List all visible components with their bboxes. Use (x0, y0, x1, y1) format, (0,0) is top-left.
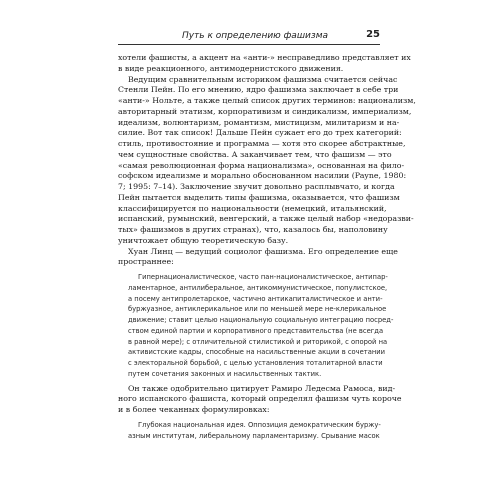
page-number: 25 (366, 29, 380, 40)
text-line: а посему антипролетарское, частично антикапиталистическое и анти- (128, 294, 383, 303)
text-line: буржуазное, антиклерикальное или по меньшей мере не-клерикальное (128, 305, 387, 314)
text-line: активистские кадры, способные на насильственные акции в сочетании (128, 348, 386, 357)
text-line: уничтожает общую теоретическую базу. (118, 235, 289, 245)
text-line: в равной мере); с отличительной стилистикой и риторикой, с опорой на (128, 337, 388, 346)
text-line: испанский, румынский, венгерский, а также целый набор «недоразви- (118, 214, 414, 224)
paragraph (118, 246, 398, 269)
text-line: чем сущностные свойства. А заканчивает тем, что фашизм — это (118, 149, 392, 159)
text-line: и в более чеканных формулировках: (118, 405, 270, 414)
text-line: пространнее: (118, 257, 174, 267)
body-text (118, 53, 416, 441)
text-line: «анти-» Нольте, а также целый список других терминов: национализм, (118, 96, 416, 105)
text-line: 7; 1995: 7–14). Заключение звучит довольно расплывчато, и когда (118, 182, 395, 191)
text-line: хотели фашисты, а акцент на «анти-» несправедливо представляет их (118, 53, 411, 62)
text-line: ством единой партии и корпоративного представительства (не всегда (128, 326, 384, 335)
text-line: софском идеализме и морально обоснованном насилии (Payne, 1980: (118, 171, 407, 181)
paragraph (118, 74, 416, 247)
text-line: в виде реакционного, антимодернистского движения. (118, 63, 344, 73)
running-title: Путь к определению фашизма (181, 31, 328, 41)
block-quote (128, 420, 380, 442)
text-line: авторитарный этатизм, корпоративизм и синдикализм, империализм, (118, 106, 412, 116)
text-line: с электоральной борьбой, с целью установления тоталитарной власти (128, 359, 383, 367)
text-line: стиль, противостояние и программа — хотя это скорее абстрактные, (118, 139, 406, 148)
header-rule (118, 44, 380, 45)
paragraph (118, 53, 411, 75)
text-line: путем сочетания законных и насильственных тактик. (128, 369, 322, 378)
text-line: Гипернационалистическое, часто пан-националистическое, антипар- (138, 273, 388, 281)
text-line: ного испанского фашиста, который определял фашизм чуть короче (118, 394, 402, 404)
text-line: ламентарное, антилиберальное, антикоммунистическое, популистское, (128, 283, 388, 292)
text-line: силие. Вот так список! Дальше Пейн сужает его до трех категорий: (118, 128, 402, 138)
text-line: Ведущим сравнительным историком фашизма считается сейчас (128, 74, 398, 84)
text-line: классифицируется по национальности (немецкий, итальянский, (118, 203, 387, 213)
paragraph (118, 383, 402, 416)
text-line: Стенли Пейн. По его мнению, ядро фашизма заключает в себе три (118, 85, 399, 95)
text-line: движение; ставит целью национальную социальную интеграцию посред- (128, 316, 394, 324)
text-line: Пейн пытается выделить типы фашизма, оказывается, что фашизм (118, 192, 400, 202)
text-line: идеализм, волюнтаризм, романтизм, мистицизм, милитаризм и на- (118, 117, 400, 127)
text-line: Хуан Линц — ведущий социолог фашизма. Его определение еще (128, 246, 398, 256)
block-quote (128, 272, 394, 380)
text-line: Он также одобрительно цитирует Рамиро Ледесма Рамоса, вид- (128, 383, 396, 393)
text-line: «самая революционная форма национализма», основанная на фило- (118, 160, 405, 170)
text-line: тых» фашизмов в других странах), что, казалось бы, наполовину (118, 225, 388, 234)
text-line: Глубокая национальная идея. Оппозиция демократическим буржу- (138, 420, 381, 429)
running-head (118, 30, 380, 46)
text-line: азным институтам, либеральному парламентаризму. Срывание масок (128, 431, 380, 440)
